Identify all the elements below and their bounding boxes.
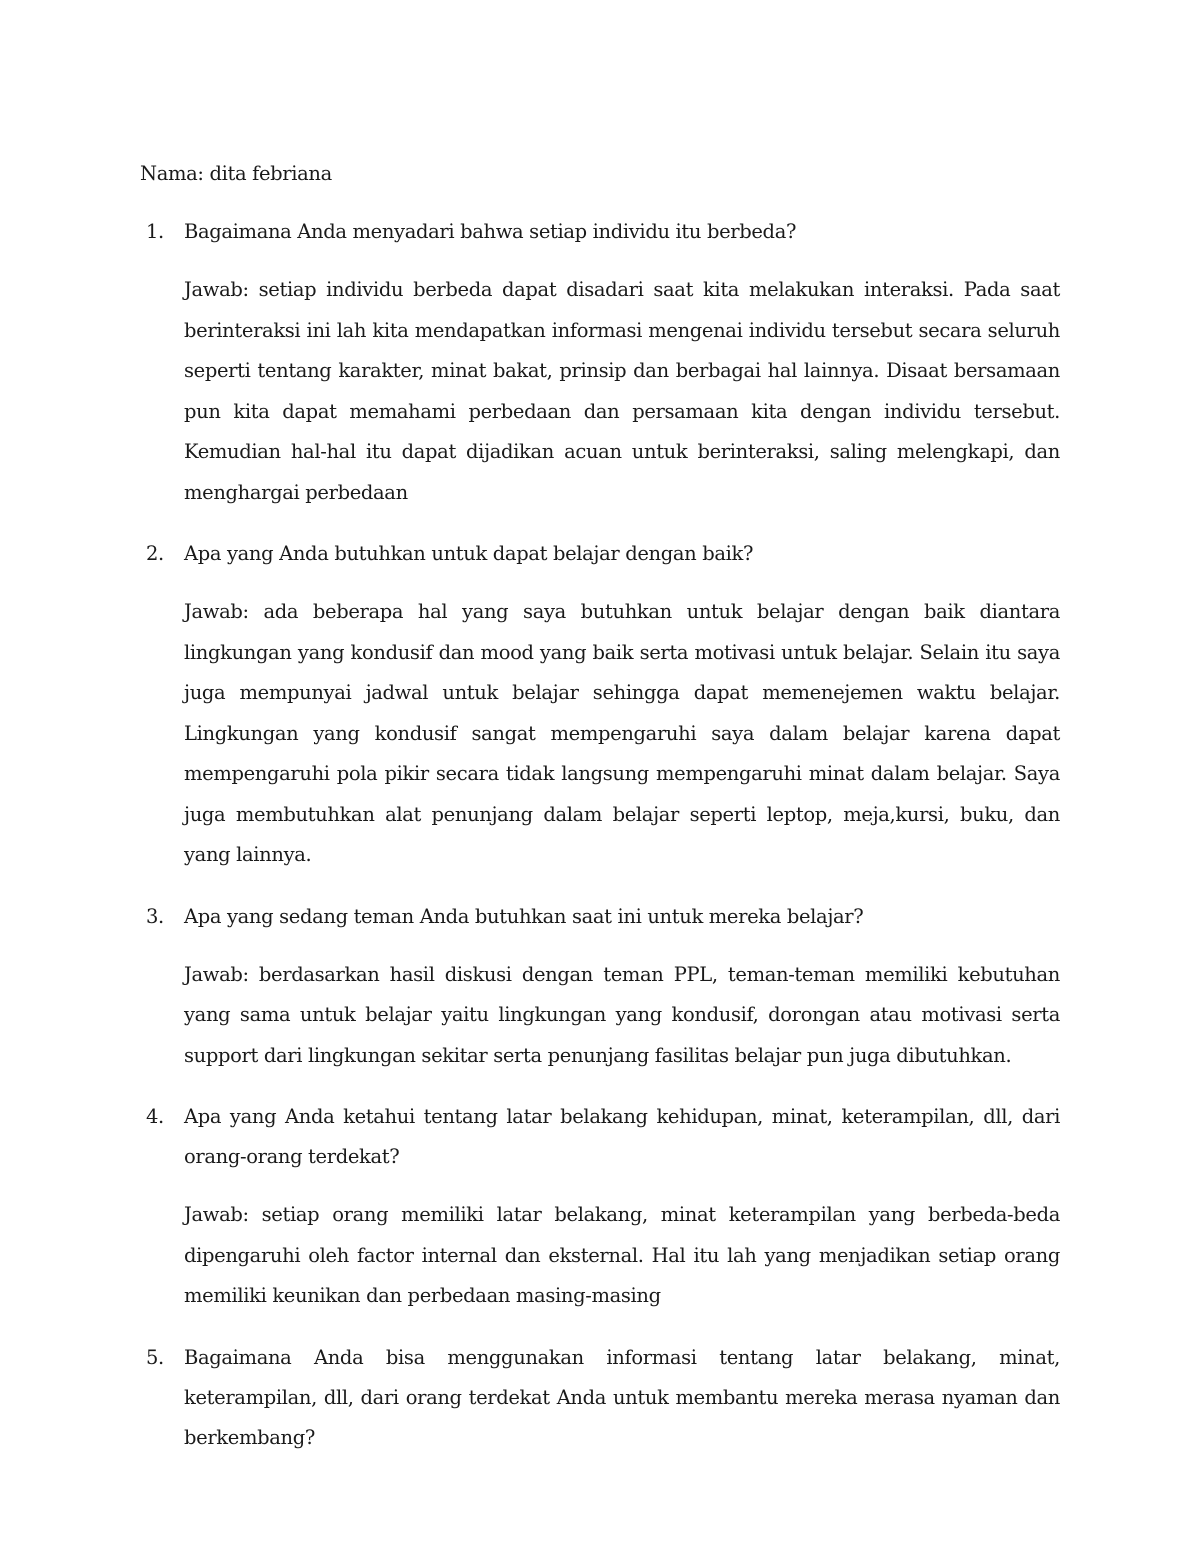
list-item (140, 212, 1060, 513)
question-text: Bagaimana Anda bisa menggunakan informasi tentang latar belakang, minat, keterampilan, dll, dari orang terdekat Anda untuk membantu mereka merasa nyaman dan berkembang? (184, 1345, 1060, 1449)
question-text: Apa yang Anda butuhkan untuk dapat belajar dengan baik? (184, 542, 754, 565)
item-number: 2. (146, 542, 164, 565)
question-text: Apa yang sedang teman Anda butuhkan saat ini untuk mereka belajar? (184, 904, 864, 928)
item-number: 1. (146, 220, 164, 243)
item-number: 4. (146, 1105, 164, 1128)
document-body (140, 155, 1060, 1479)
list-item (140, 534, 1060, 876)
item-number: 5. (146, 1345, 164, 1369)
item-number: 3. (146, 904, 164, 928)
question-text: Bagaimana Anda menyadari bahwa setiap individu itu berbeda? (184, 220, 797, 243)
list-item (140, 1338, 1060, 1458)
list-item (140, 1097, 1060, 1317)
answer-text: Jawab: ada beberapa hal yang saya butuhkan untuk belajar dengan baik diantara lingkungan yang kondusif dan mood yang baik serta motivasi untuk belajar. Selain itu saya juga mempunyai jadwal untuk belajar sehingga dapat memenejemen waktu belajar. Lingkungan yang kondusif sangat mempengaruhi saya dalam belajar karena dapat mempengaruhi pola pikir secara tidak langsung mempengaruhi minat dalam belajar. Saya juga membutuhkan alat penunjang dalam belajar seperti leptop, meja,kursi, buku, dan yang lainnya. (184, 600, 1060, 866)
name-line: Nama: dita febriana (140, 162, 332, 185)
answer-text: Jawab: setiap individu berbeda dapat disadari saat kita melakukan interaksi. Pada saat berinteraksi ini lah kita mendapatkan informasi mengenai individu tersebut secara seluruh seperti tentang karakter, minat bakat, prinsip dan berbagai hal lainnya. Disaat bersamaan pun kita dapat memahami perbedaan dan persamaan kita dengan individu tersebut. Kemudian hal-hal itu dapat dijadikan acuan untuk berinteraksi, saling melengkapi, dan menghargai perbedaan (184, 278, 1060, 504)
question-list (140, 212, 1060, 1458)
question-text: Apa yang Anda ketahui tentang latar belakang kehidupan, minat, keterampilan, dll, dari orang-orang terdekat? (184, 1105, 1060, 1168)
list-item (140, 897, 1060, 1077)
answer-text: Jawab: setiap orang memiliki latar belakang, minat keterampilan yang berbeda-beda dipengaruhi oleh factor internal dan eksternal. Hal itu lah yang menjadikan setiap orang memiliki keunikan dan perbedaan masing-masing (184, 1203, 1060, 1307)
answer-text: Jawab: berdasarkan hasil diskusi dengan teman PPL, teman-teman memiliki kebutuhan yang sama untuk belajar yaitu lingkungan yang kondusif, dorongan atau motivasi serta support dari lingkungan sekitar serta penunjang fasilitas belajar pun juga dibutuhkan. (184, 962, 1060, 1067)
